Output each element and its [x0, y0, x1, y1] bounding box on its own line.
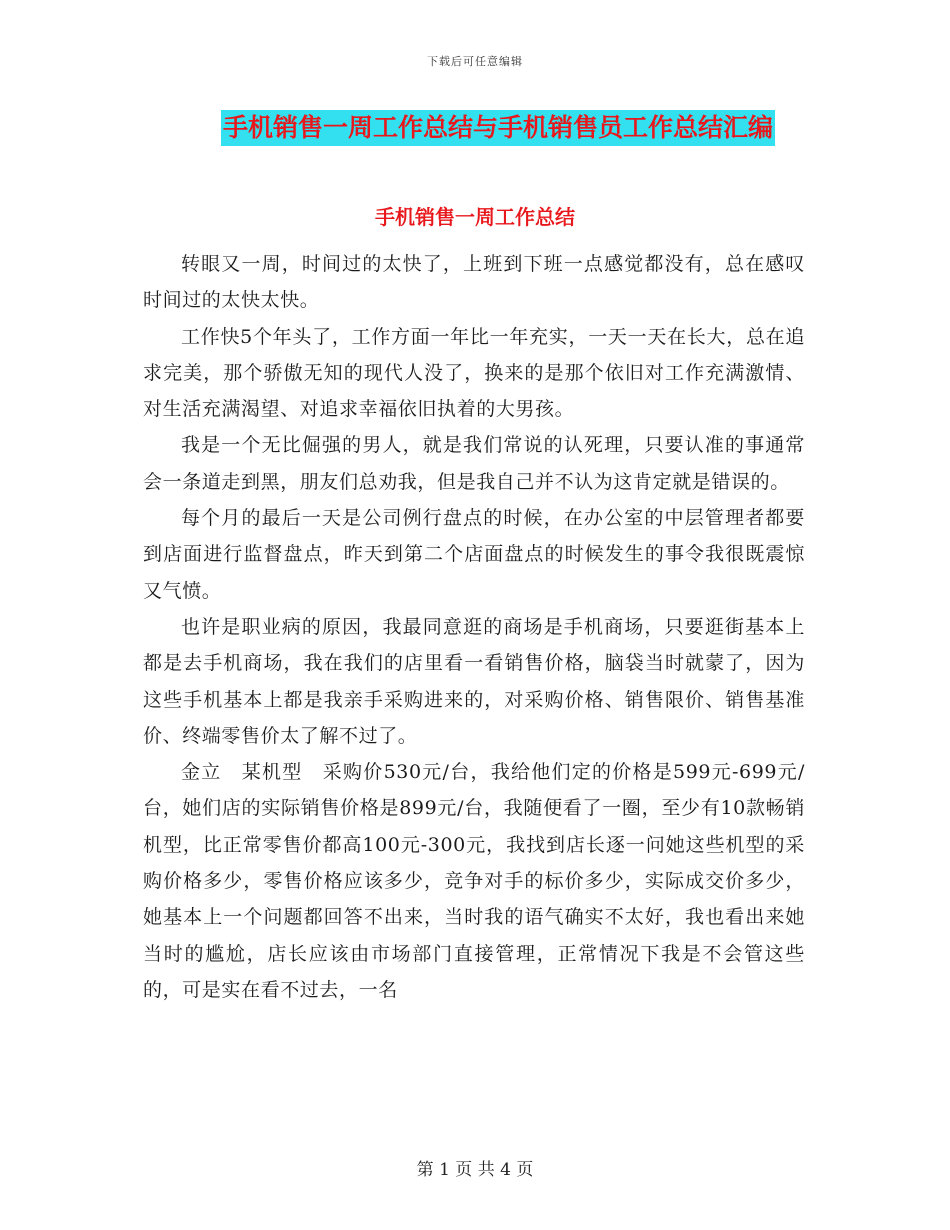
- body-content: [143, 246, 805, 1008]
- paragraph-3: 我是一个无比倔强的男人，就是我们常说的认死理，只要认准的事通常会一条道走到黑，朋友们总劝我，但是我自己并不认为这肯定就是错误的。: [143, 434, 805, 493]
- document-title-container: [0, 110, 950, 146]
- page-number-footer: 第 1 页 共 4 页: [416, 1160, 534, 1180]
- paragraph-6: 金立 某机型 采购价530元/台，我给他们定的价格是599元-699元/台，她们店的实际销售价格是899元/台，我随便看了一圈，至少有10款畅销机型，比正常零售价都高100元-300元，我找到店长逐一问她这些机型的采购价格多少，零售价格应该多少，竞争对手的标价多少，实际成交价多少，她基本上一个问题都回答不出来，当时我的语气确实不太好，我也看出来她当时的尴尬，店长应该由市场部门直接管理，正常情况下我是不会管这些的，可是实在看不过去，一名: [143, 761, 805, 1001]
- page-header-note: 下载后可任意编辑: [427, 55, 523, 68]
- paragraph-1: 转眼又一周，时间过的太快了，上班到下班一点感觉都没有，总在感叹时间过的太快太快。: [143, 253, 805, 312]
- paragraph-2: 工作快5个年头了，工作方面一年比一年充实，一天一天在长大，总在追求完美，那个骄傲无知的现代人没了，换来的是那个依旧对工作充满激情、对生活充满渴望、对追求幸福依旧执着的大男孩。: [143, 325, 805, 421]
- section-title: 手机销售一周工作总结: [375, 205, 575, 229]
- paragraph-5: 也许是职业病的原因，我最同意逛的商场是手机商场，只要逛街基本上都是去手机商场，我在我们的店里看一看销售价格，脑袋当时就蒙了，因为这些手机基本上都是我亲手采购进来的，对采购价格、销售限价、销售基准价、终端零售价太了解不过了。: [143, 615, 805, 747]
- paragraph-4: 每个月的最后一天是公司例行盘点的时候，在办公室的中层管理者都要到店面进行监督盘点，昨天到第二个店面盘点的时候发生的事令我很既震惊又气愤。: [143, 507, 805, 602]
- document-title: 手机销售一周工作总结与手机销售员工作总结汇编: [221, 110, 775, 146]
